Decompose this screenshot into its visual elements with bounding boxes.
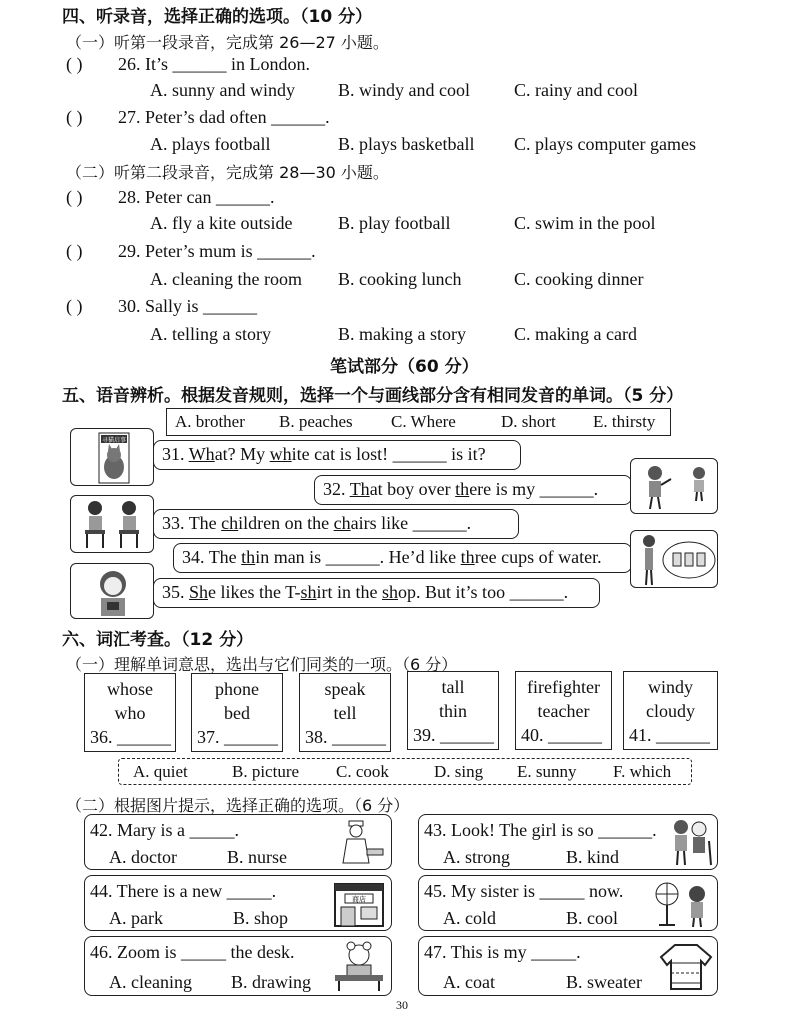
section4-part2: （二）听第二段录音，完成第 28—30 小题。 xyxy=(66,163,389,182)
q43-option-b[interactable]: B. kind xyxy=(566,847,620,867)
answer-paren-26[interactable]: ( ) xyxy=(66,54,83,74)
s5-option-b: B. peaches xyxy=(279,412,353,431)
section6-part2: （二）根据图片提示，选择正确的选项。（6 分） xyxy=(66,796,410,815)
q42-option-a[interactable]: A. doctor xyxy=(109,847,177,867)
word-group-37: phone bed 37. ______ xyxy=(191,673,283,752)
section4-title: 四、听录音，选择正确的选项。（10 分） xyxy=(62,7,373,27)
q27-option-a[interactable]: A. plays football xyxy=(150,134,271,154)
bear-cleaning-icon xyxy=(331,941,387,993)
question-33-box xyxy=(153,509,519,539)
shop-sign: 商店 xyxy=(352,895,366,904)
q28-option-c[interactable]: C. swim in the pool xyxy=(514,213,656,233)
question-29: 29. Peter’s mum is ______. xyxy=(118,241,316,261)
answer-blank-41[interactable]: 41. ______ xyxy=(629,725,710,745)
answer-paren-27[interactable]: ( ) xyxy=(66,107,83,127)
question-46-card xyxy=(84,936,392,996)
q30-option-a[interactable]: A. telling a story xyxy=(150,324,271,344)
question-43-card xyxy=(418,814,718,870)
q26-option-b[interactable]: B. windy and cool xyxy=(338,80,470,100)
section4-part1: （一）听第一段录音，完成第 26—27 小题。 xyxy=(66,33,389,52)
thin-man-cups-picture xyxy=(630,530,718,588)
lost-cat-poster-picture xyxy=(70,428,154,486)
section6-options-box xyxy=(118,758,692,785)
s6-option-f: F. which xyxy=(613,762,672,781)
girl-icon xyxy=(71,564,155,620)
q46-option-a[interactable]: A. cleaning xyxy=(109,972,192,992)
question-34: 34. The thin man is ______. He’d like three cups of water. xyxy=(182,547,602,567)
s6-option-d: D. sing xyxy=(434,762,484,781)
q46-option-b[interactable]: B. drawing xyxy=(231,972,311,992)
sweater-icon xyxy=(657,941,715,993)
written-part-heading: 笔试部分（60 分） xyxy=(330,357,479,377)
question-42: 42. Mary is a _____. xyxy=(90,820,239,840)
q42-option-b[interactable]: B. nurse xyxy=(227,847,287,867)
q47-option-a[interactable]: A. coat xyxy=(443,972,495,992)
question-33: 33. The children on the chairs like ______. xyxy=(162,513,472,533)
word-group-39: tall thin 39. ______ xyxy=(407,671,499,750)
question-32-box xyxy=(314,475,632,505)
s6-option-a: A. quiet xyxy=(133,762,188,781)
question-42-card xyxy=(84,814,392,870)
question-27: 27. Peter’s dad often ______. xyxy=(118,107,330,127)
question-28: 28. Peter can ______. xyxy=(118,187,275,207)
answer-blank-40[interactable]: 40. ______ xyxy=(521,725,602,745)
cat-icon xyxy=(71,429,155,487)
word-group-40: firefighter teacher 40. ______ xyxy=(515,671,612,750)
q44-option-a[interactable]: A. park xyxy=(109,908,163,928)
question-43: 43. Look! The girl is so ______. xyxy=(424,820,657,840)
question-30: 30. Sally is ______ xyxy=(118,296,258,316)
question-26: 26. It’s ______ in London. xyxy=(118,54,310,74)
answer-blank-36[interactable]: 36. ______ xyxy=(90,727,171,747)
section6-part1: （一）理解单词意思，选出与它们同类的一项。（6 分） xyxy=(66,655,458,674)
q26-option-a[interactable]: A. sunny and windy xyxy=(150,80,295,100)
children-on-chairs-picture xyxy=(70,495,154,553)
q43-option-a[interactable]: A. strong xyxy=(443,847,510,867)
shop-icon xyxy=(331,880,387,928)
s6-option-b: B. picture xyxy=(232,762,300,781)
question-31-box xyxy=(153,440,521,470)
q30-option-b[interactable]: B. making a story xyxy=(338,324,466,344)
question-44-card xyxy=(84,875,392,931)
q45-option-a[interactable]: A. cold xyxy=(443,908,496,928)
section5-options-box xyxy=(166,408,671,436)
q45-option-b[interactable]: B. cool xyxy=(566,908,618,928)
s6-option-e: E. sunny xyxy=(517,762,577,781)
answer-blank-39[interactable]: 39. ______ xyxy=(413,725,494,745)
q27-option-b[interactable]: B. plays basketball xyxy=(338,134,475,154)
helping-elder-icon xyxy=(665,817,715,867)
boy-and-friend-picture xyxy=(630,458,718,514)
q29-option-b[interactable]: B. cooking lunch xyxy=(338,269,462,289)
s6-option-c: C. cook xyxy=(336,762,389,781)
q28-option-b[interactable]: B. play football xyxy=(338,213,451,233)
s5-option-a: A. brother xyxy=(175,412,245,431)
q44-option-b[interactable]: B. shop xyxy=(233,908,289,928)
question-32: 32. That boy over there is my ______. xyxy=(323,479,599,499)
question-34-box xyxy=(173,543,632,573)
s5-option-e: E. thirsty xyxy=(593,412,656,431)
q26-option-c[interactable]: C. rainy and cool xyxy=(514,80,638,100)
girl-shopping-picture xyxy=(70,563,154,619)
q29-option-a[interactable]: A. cleaning the room xyxy=(150,269,302,289)
q30-option-c[interactable]: C. making a card xyxy=(514,324,637,344)
fan-icon xyxy=(653,880,715,928)
question-44: 44. There is a new _____. xyxy=(90,881,277,901)
answer-blank-38[interactable]: 38. ______ xyxy=(305,727,386,747)
q29-option-c[interactable]: C. cooking dinner xyxy=(514,269,644,289)
q27-option-c[interactable]: C. plays computer games xyxy=(514,134,696,154)
children-icon xyxy=(71,496,155,554)
question-35-box xyxy=(153,578,600,608)
answer-paren-29[interactable]: ( ) xyxy=(66,241,83,261)
page-number: 30 xyxy=(396,998,408,1012)
word-group-41: windy cloudy 41. ______ xyxy=(623,671,718,750)
question-46: 46. Zoom is _____ the desk. xyxy=(90,942,295,962)
word-group-38: speak tell 38. ______ xyxy=(299,673,391,752)
s5-option-c: C. Where xyxy=(391,412,456,431)
answer-paren-30[interactable]: ( ) xyxy=(66,296,83,316)
question-31: 31. What? My white cat is lost! ______ is it? xyxy=(162,444,486,464)
section6-title: 六、词汇考查。（12 分） xyxy=(62,630,254,650)
q47-option-b[interactable]: B. sweater xyxy=(566,972,642,992)
boys-icon xyxy=(631,459,719,515)
section5-title: 五、语音辨析。根据发音规则，选择一个与画线部分含有相同发音的单词。（5 分） xyxy=(62,386,684,406)
question-47: 47. This is my _____. xyxy=(424,942,581,962)
q28-option-a[interactable]: A. fly a kite outside xyxy=(150,213,293,233)
question-47-card xyxy=(418,936,718,996)
question-35: 35. She likes the T-shirt in the shop. But it’s too ______. xyxy=(162,582,569,602)
answer-blank-37[interactable]: 37. ______ xyxy=(197,727,278,747)
s5-option-d: D. short xyxy=(501,412,556,431)
man-with-cups-icon xyxy=(631,531,719,589)
question-45-card xyxy=(418,875,718,931)
question-45: 45. My sister is _____ now. xyxy=(424,881,624,901)
poster-label: 寻猫启事 xyxy=(101,437,127,444)
answer-paren-28[interactable]: ( ) xyxy=(66,187,83,207)
nurse-icon xyxy=(331,819,387,867)
word-group-36: whose who 36. ______ xyxy=(84,673,176,752)
